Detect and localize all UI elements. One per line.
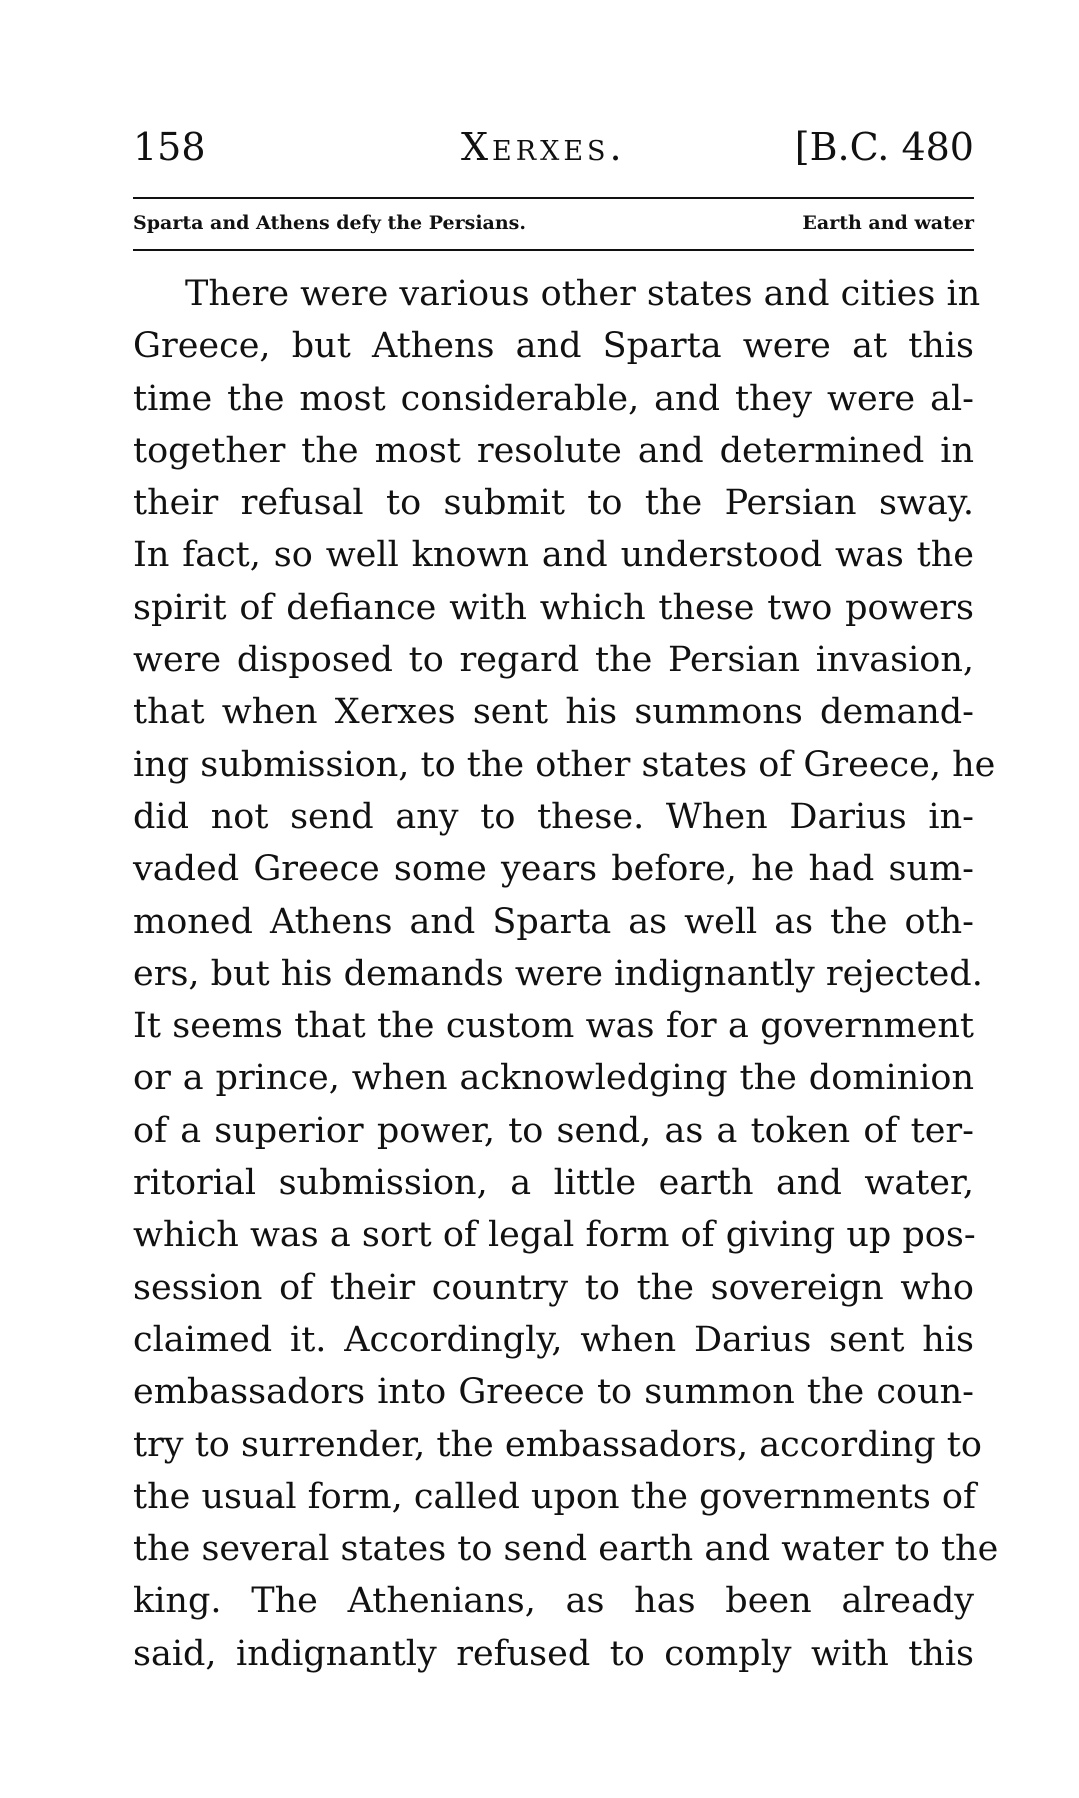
- body-paragraph: [133, 268, 999, 1680]
- text-line: vaded Greece some years before, he had sum-: [133, 849, 974, 890]
- running-head: [133, 126, 974, 186]
- text-line: together the most resolute and determined in: [133, 430, 974, 471]
- text-line: of a superior power, to send, as a token of ter-: [133, 1110, 974, 1151]
- text-line: that when Xerxes sent his summons demand-: [133, 692, 974, 733]
- text-line: said, indignantly refused to comply with this: [133, 1633, 974, 1674]
- text-line: or a prince, when acknowledging the dominion: [133, 1058, 974, 1099]
- text-line: their refusal to submit to the Persian sway.: [133, 483, 974, 524]
- text-line: the several states to send earth and water to the: [133, 1529, 999, 1570]
- subhead-right: Earth and water: [802, 212, 974, 234]
- subhead-left: Sparta and Athens defy the Persians.: [133, 212, 526, 234]
- marginal-subheads: [133, 211, 974, 241]
- text-line: ritorial submission, a little earth and water,: [133, 1163, 974, 1204]
- text-line: It seems that the custom was for a government: [133, 1006, 974, 1047]
- text-line: time the most considerable, and they were al-: [133, 378, 974, 419]
- text-line: claimed it. Accordingly, when Darius sent his: [133, 1319, 974, 1360]
- text-line: which was a sort of legal form of giving up pos-: [133, 1215, 976, 1256]
- text-line: There were various other states and cities in: [185, 274, 981, 314]
- text-line: moned Athens and Sparta as well as the oth-: [133, 901, 974, 942]
- text-line: In fact, so well known and understood was the: [133, 535, 974, 576]
- text-line: the usual form, called upon the governments of: [133, 1476, 976, 1517]
- text-line: did not send any to these. When Darius in-: [133, 796, 974, 837]
- text-line: session of their country to the sovereign who: [133, 1267, 974, 1308]
- page-number: 158: [133, 125, 206, 169]
- bottom-rule: [133, 249, 974, 251]
- text-line: ers, but his demands were indignantly rejected.: [133, 953, 983, 994]
- text-line: Greece, but Athens and Sparta were at this: [133, 326, 974, 367]
- text-line: ing submission, to the other states of Greece, he: [133, 744, 996, 785]
- running-date: [B.C. 480: [794, 125, 974, 169]
- text-line: were disposed to regard the Persian invasion,: [133, 640, 974, 681]
- text-line: try to surrender, the embassadors, according to: [133, 1424, 982, 1465]
- running-title: Xerxes.: [461, 125, 626, 169]
- text-line: spirit of defiance with which these two powers: [133, 587, 974, 628]
- top-rule: [133, 197, 974, 199]
- text-line: embassadors into Greece to summon the coun-: [133, 1372, 974, 1413]
- text-line: king. The Athenians, as has been already: [133, 1581, 974, 1622]
